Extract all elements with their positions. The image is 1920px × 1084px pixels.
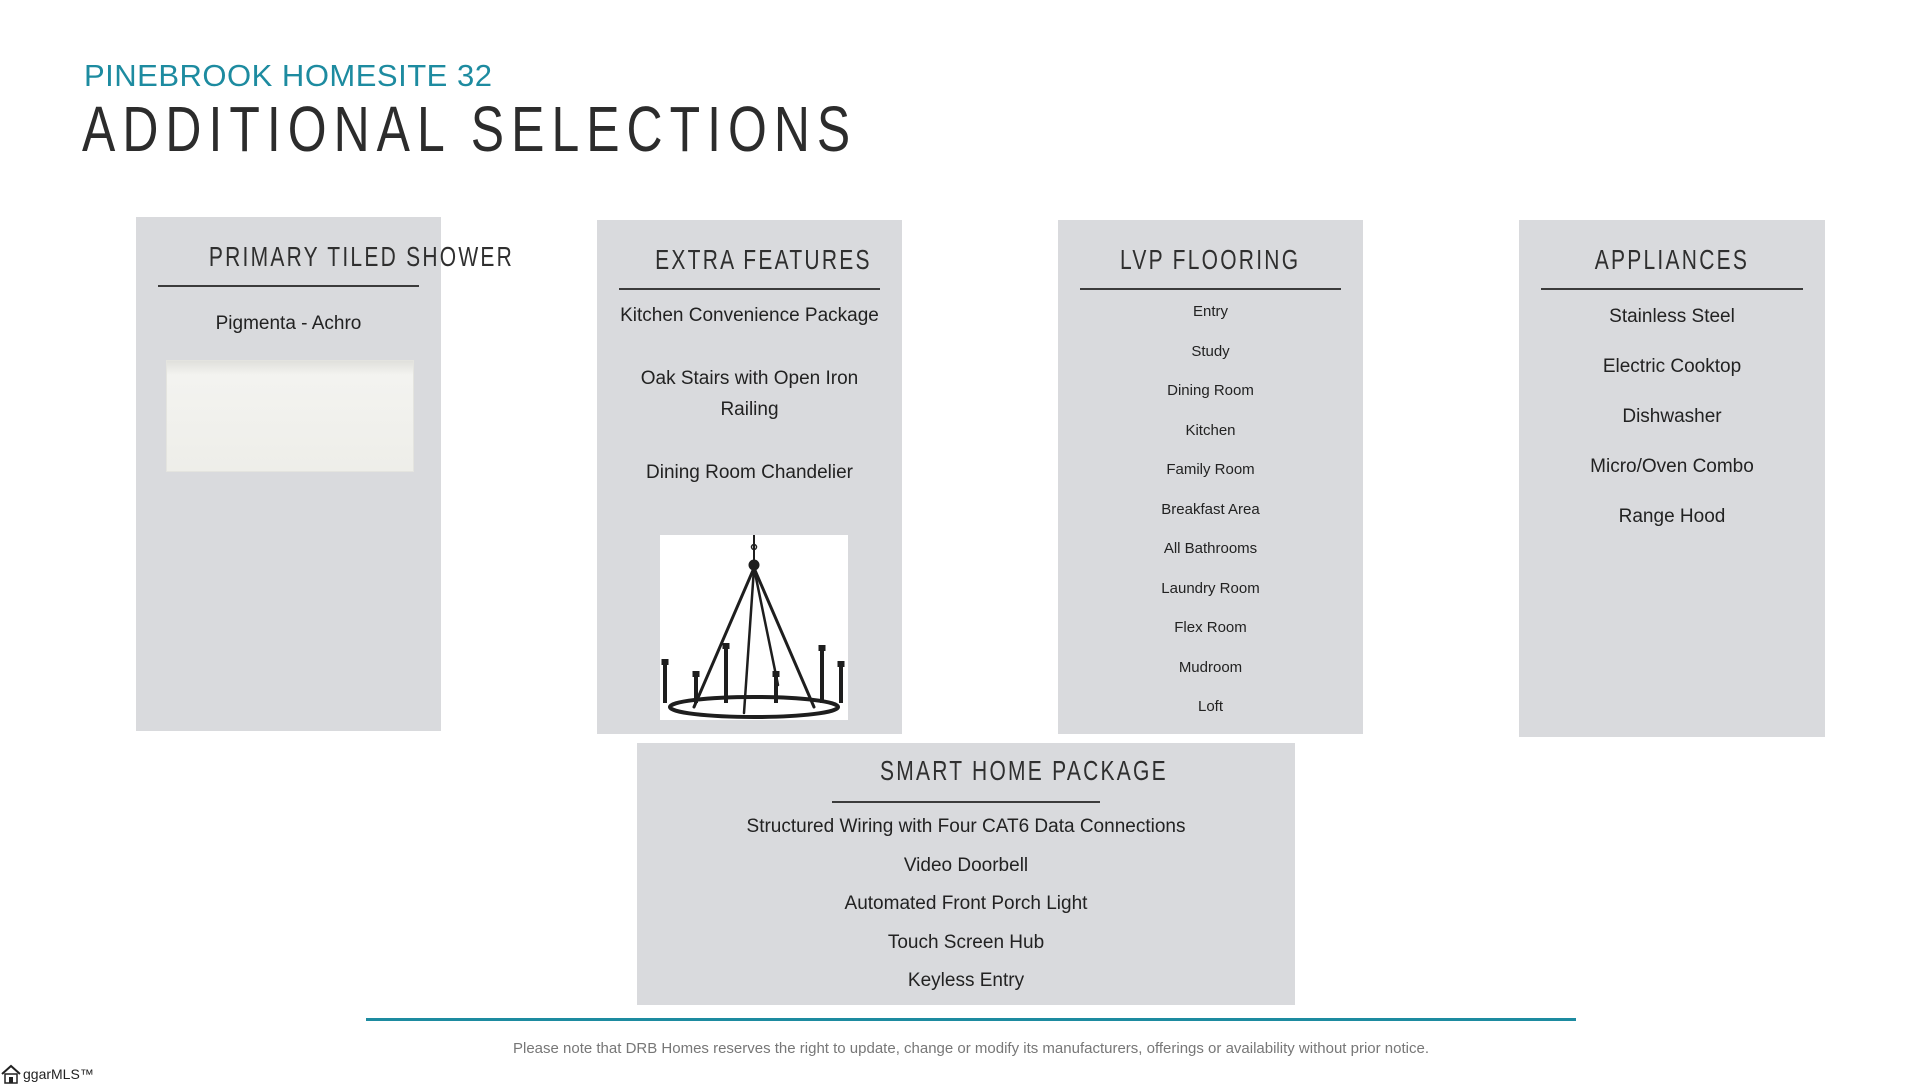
chandelier-image	[660, 535, 848, 720]
mls-logo	[0, 1064, 94, 1084]
selection-item: Dining Room	[1167, 382, 1254, 399]
selection-item: Entry	[1192, 303, 1228, 320]
panel-heading-text: PRIMARY TILED SHOWER	[208, 241, 515, 272]
panel-lvp-flooring	[1058, 220, 1363, 734]
panel-primary-tiled-shower	[136, 217, 515, 731]
selection-item: Oak Stairs with Open Iron Railing	[640, 368, 859, 420]
selection-item: Video Doorbell	[903, 854, 1029, 876]
panel-heading-text: SMART HOME PACKAGE	[879, 755, 1168, 786]
tile-swatch-image	[166, 360, 414, 472]
panel-appliances	[1519, 220, 1825, 737]
footer-divider	[366, 1018, 1576, 1021]
homesite-subtitle: PINEBROOK HOMESITE 32	[84, 58, 493, 93]
selection-item: All Bathrooms	[1163, 540, 1258, 557]
panel-extra-features	[597, 220, 902, 734]
panel-heading	[1541, 244, 1803, 290]
selection-item: Breakfast Area	[1161, 500, 1260, 518]
panel-smart-home-package	[637, 743, 1295, 1005]
selection-list	[597, 300, 902, 488]
selection-list	[136, 313, 441, 335]
selection-list	[1519, 305, 1825, 555]
selection-item: Pigmenta - Achro	[215, 313, 362, 334]
selection-item: Range Hood	[1618, 506, 1726, 527]
panel-heading-text: EXTRA FEATURES	[655, 244, 872, 275]
panel-heading	[832, 755, 1168, 803]
selection-item: Dishwasher	[1622, 406, 1722, 427]
selection-item: Dining Room Chandelier	[646, 462, 853, 483]
selection-item: Mudroom	[1178, 658, 1243, 676]
panel-heading	[619, 244, 880, 290]
selection-item: Study	[1191, 342, 1230, 360]
selection-item: Kitchen Convenience Package	[620, 305, 879, 326]
selection-item: Flex Room	[1174, 619, 1247, 636]
selection-item: Electric Cooktop	[1602, 356, 1742, 377]
selection-item: Stainless Steel	[1609, 306, 1735, 327]
selection-item: Family Room	[1166, 461, 1255, 478]
selection-item: Kitchen	[1185, 421, 1236, 439]
house-icon	[0, 1064, 22, 1084]
selection-list	[637, 815, 1295, 1008]
selection-list	[1058, 302, 1363, 737]
disclaimer-text: Please note that DRB Homes reserves the right to update, change or modify its manufacturers, offerings or availability without prior notice.	[512, 1040, 1429, 1057]
selection-item: Keyless Entry	[907, 970, 1025, 991]
selection-item: Micro/Oven Combo	[1590, 456, 1754, 477]
panel-heading	[158, 241, 515, 287]
selection-item: Structured Wiring with Four CAT6 Data Connections	[746, 816, 1186, 837]
selection-item: Loft	[1197, 698, 1224, 715]
page-title: ADDITIONAL SELECTIONS	[82, 93, 858, 165]
panel-heading	[1080, 244, 1341, 290]
selection-item: Automated Front Porch Light	[844, 893, 1088, 914]
panel-heading-text: APPLIANCES	[1594, 244, 1750, 275]
selection-item: Laundry Room	[1161, 579, 1260, 597]
mls-logo-text: ggarMLS™	[23, 1066, 94, 1082]
panel-heading-text: LVP FLOORING	[1120, 244, 1301, 275]
chandelier-icon	[660, 535, 848, 720]
selection-item: Touch Screen Hub	[887, 931, 1045, 953]
